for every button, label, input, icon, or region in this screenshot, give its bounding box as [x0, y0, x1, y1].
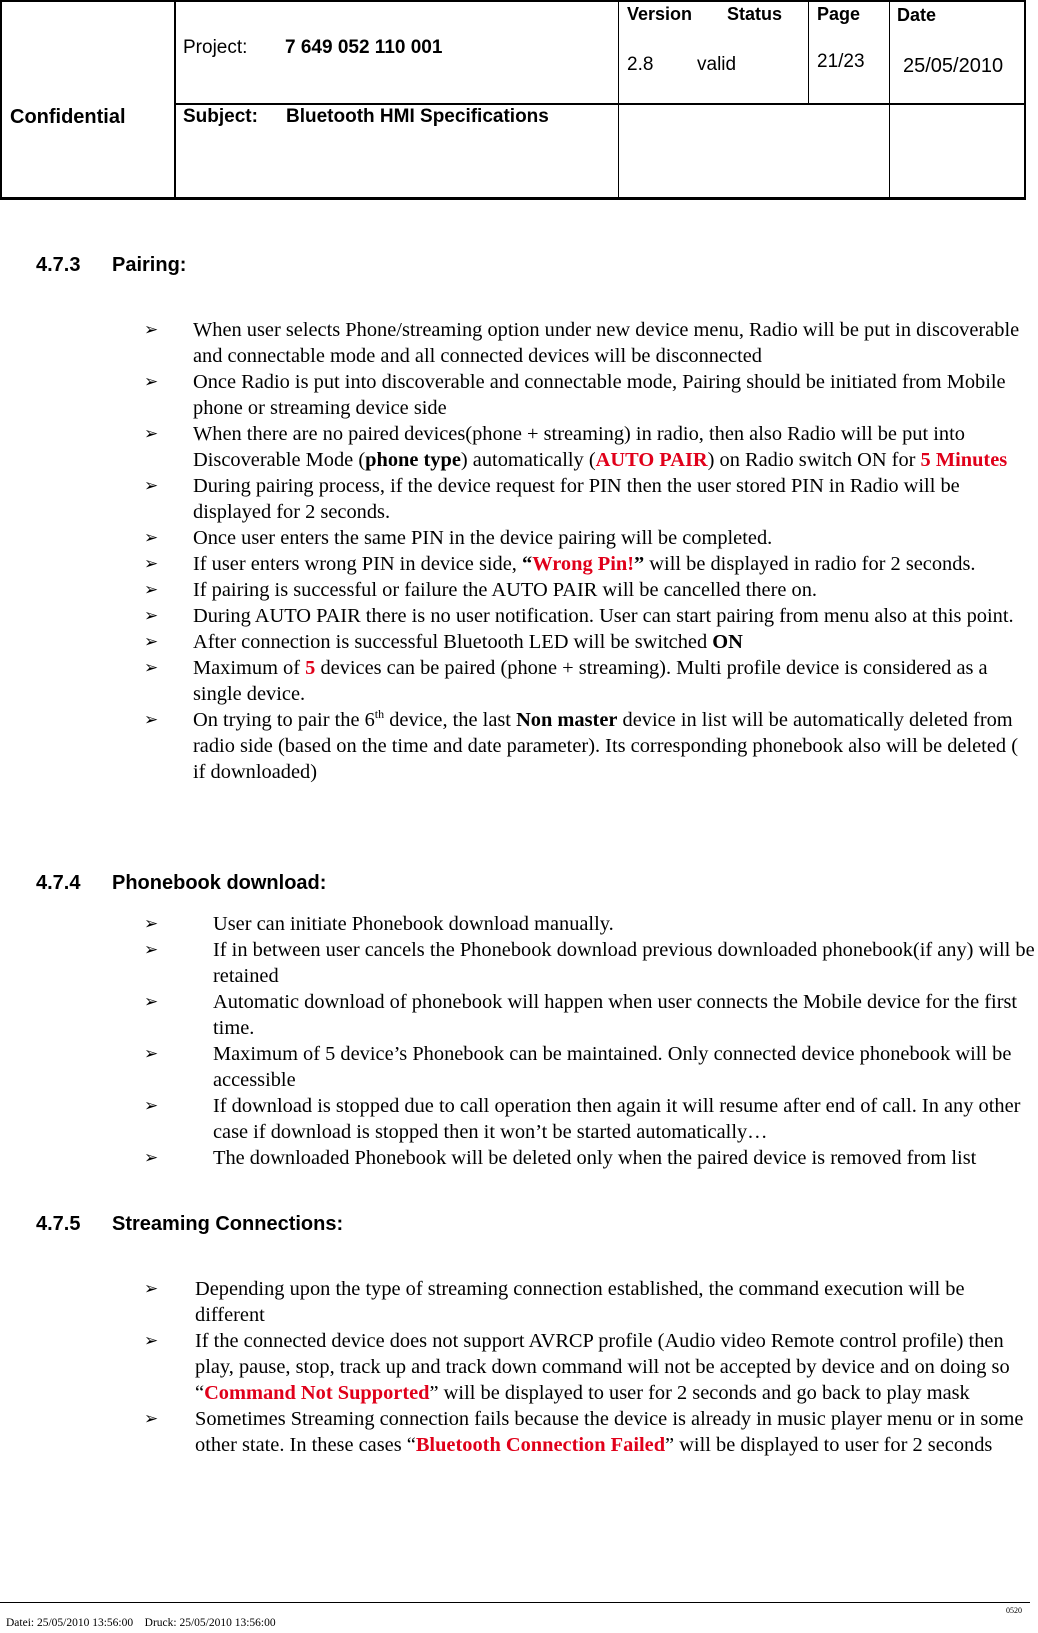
arrow-bullet-icon: ➢: [144, 424, 159, 443]
version-label: Version: [627, 4, 693, 24]
list-item: ➢ Once user enters the same PIN in the device pairing will be completed.: [144, 527, 773, 549]
list-item: ➢ Maximum of 5 device’s Phonebook can be maintained. Only connected device phonebook will be accessible: [144, 1043, 1012, 1091]
footer-druck: Druck: 25/05/2010 13:56:00: [144, 1617, 276, 1629]
arrow-bullet-icon: ➢: [144, 372, 159, 391]
date-value: 25/05/2010: [903, 55, 1004, 77]
section-heading-streaming: [36, 1213, 343, 1236]
list-item: ➢ If user enters wrong PIN in device side, “Wrong Pin!” will be displayed in radio for 2 seconds.: [144, 553, 976, 575]
list-item: ➢ If the connected device does not support AVRCP profile (Audio video Remote control profile) then play, pause, stop, track up and track down command will not be accepted by device and on doing so “Command Not Supported” will be displayed to user for 2 seconds and go back to play mask: [144, 1330, 1010, 1404]
list-item: ➢ During pairing process, if the device request for PIN then the user stored PIN in Radio will be displayed for 2 seconds.: [144, 475, 960, 523]
header-divider-page: [889, 0, 890, 199]
document-header-table: [0, 0, 1026, 199]
header-border-left: [0, 0, 2, 199]
arrow-bullet-icon: ➢: [144, 606, 159, 625]
list-item: ➢ On trying to pair the 6th device, the last Non master device in list will be automatically deleted from radio side (based on the time and date parameter). Its corresponding phonebook also will be deleted ( if downloaded): [144, 707, 1018, 783]
header-divider-project: [618, 0, 619, 199]
arrow-bullet-icon: ➢: [144, 1279, 159, 1298]
pairing-list: [144, 317, 1035, 785]
page-label: Page: [817, 4, 861, 24]
section-heading-phonebook: [36, 872, 326, 895]
list-item: ➢ Automatic download of phonebook will happen when user connects the Mobile device for the first time.: [144, 991, 1018, 1039]
footer-print-info: [6, 1617, 276, 1629]
header-divider-confidential: [174, 0, 176, 199]
arrow-bullet-icon: ➢: [144, 1044, 159, 1063]
list-item: ➢ If in between user cancels the Phonebook download previous downloaded phonebook(if any) will be retained: [144, 939, 1035, 987]
section-title: Pairing:: [112, 254, 187, 276]
section-heading-pairing: [36, 254, 186, 277]
footer-divider: [0, 1602, 1030, 1603]
header-border-right: [1024, 0, 1026, 199]
arrow-bullet-icon: ➢: [144, 1148, 159, 1167]
header-divider-horizontal: [176, 103, 1026, 105]
arrow-bullet-icon: ➢: [144, 580, 159, 599]
footer-code: 0520: [1006, 1606, 1022, 1615]
arrow-bullet-icon: ➢: [144, 710, 159, 729]
status-value: valid: [697, 54, 737, 75]
arrow-bullet-icon: ➢: [144, 658, 159, 677]
arrow-bullet-icon: ➢: [144, 320, 159, 339]
list-item: ➢ If pairing is successful or failure the AUTO PAIR will be cancelled there on.: [144, 579, 818, 601]
date-label: Date: [897, 5, 937, 25]
arrow-bullet-icon: ➢: [144, 476, 159, 495]
arrow-bullet-icon: ➢: [144, 1331, 159, 1350]
footer-datei: Datei: 25/05/2010 13:56:00: [6, 1617, 134, 1629]
list-item: ➢ Maximum of 5 devices can be paired (phone + streaming). Multi profile device is considered as a single device.: [144, 657, 988, 705]
section-number: 4.7.4: [36, 872, 81, 894]
header-divider-version: [808, 0, 809, 104]
list-item: ➢ Sometimes Streaming connection fails because the device is already in music player menu or in some other state. In these cases “Bluetooth Connection Failed” will be displayed to user for 2 seconds: [144, 1408, 1024, 1456]
arrow-bullet-icon: ➢: [144, 528, 159, 547]
project-label: Project:: [183, 37, 248, 58]
arrow-bullet-icon: ➢: [144, 940, 159, 959]
streaming-list: [144, 1276, 1033, 1458]
list-item: ➢ After connection is successful Bluetooth LED will be switched ON: [144, 631, 743, 653]
section-title: Phonebook download:: [112, 872, 327, 894]
page-value: 21/23: [817, 51, 865, 72]
section-number: 4.7.5: [36, 1213, 81, 1235]
phonebook-list: [144, 911, 1035, 1171]
arrow-bullet-icon: ➢: [144, 992, 159, 1011]
status-label: Status: [727, 4, 783, 24]
arrow-bullet-icon: ➢: [144, 1409, 159, 1428]
subject-label: Subject:: [183, 106, 258, 127]
list-item: ➢ When there are no paired devices(phone + streaming) in radio, then also Radio will be put into Discoverable Mode (phone type) automatically (AUTO PAIR) on Radio switch ON for 5 Minutes: [144, 423, 1008, 471]
list-item: ➢ The downloaded Phonebook will be deleted only when the paired device is removed from list: [144, 1147, 977, 1169]
confidential-label: Confidential: [10, 106, 126, 128]
list-item: ➢ During AUTO PAIR there is no user notification. User can start pairing from menu also at this point.: [144, 605, 1014, 627]
arrow-bullet-icon: ➢: [144, 554, 159, 573]
header-border-top: [0, 0, 1026, 2]
arrow-bullet-icon: ➢: [144, 1096, 159, 1115]
section-title: Streaming Connections:: [112, 1213, 344, 1235]
subject-value: Bluetooth HMI Specifications: [286, 106, 549, 127]
version-value: 2.8: [627, 54, 654, 75]
section-number: 4.7.3: [36, 254, 81, 276]
arrow-bullet-icon: ➢: [144, 632, 159, 651]
list-item: ➢ If download is stopped due to call operation then again it will resume after end of call. In any other case if download is stopped then it won’t be started automatically…: [144, 1095, 1021, 1143]
list-item: ➢ Once Radio is put into discoverable and connectable mode, Pairing should be initiated from Mobile phone or streaming device side: [144, 371, 1006, 419]
arrow-bullet-icon: ➢: [144, 914, 159, 933]
list-item: ➢ When user selects Phone/streaming option under new device menu, Radio will be put in discoverable and connectable mode and all connected devices will be disconnected: [144, 319, 1020, 367]
list-item: ➢ User can initiate Phonebook download manually.: [144, 913, 614, 935]
list-item: ➢ Depending upon the type of streaming connection established, the command execution will be different: [144, 1278, 965, 1326]
header-border-bottom: [0, 197, 1026, 200]
project-number: 7 649 052 110 001: [285, 37, 443, 58]
